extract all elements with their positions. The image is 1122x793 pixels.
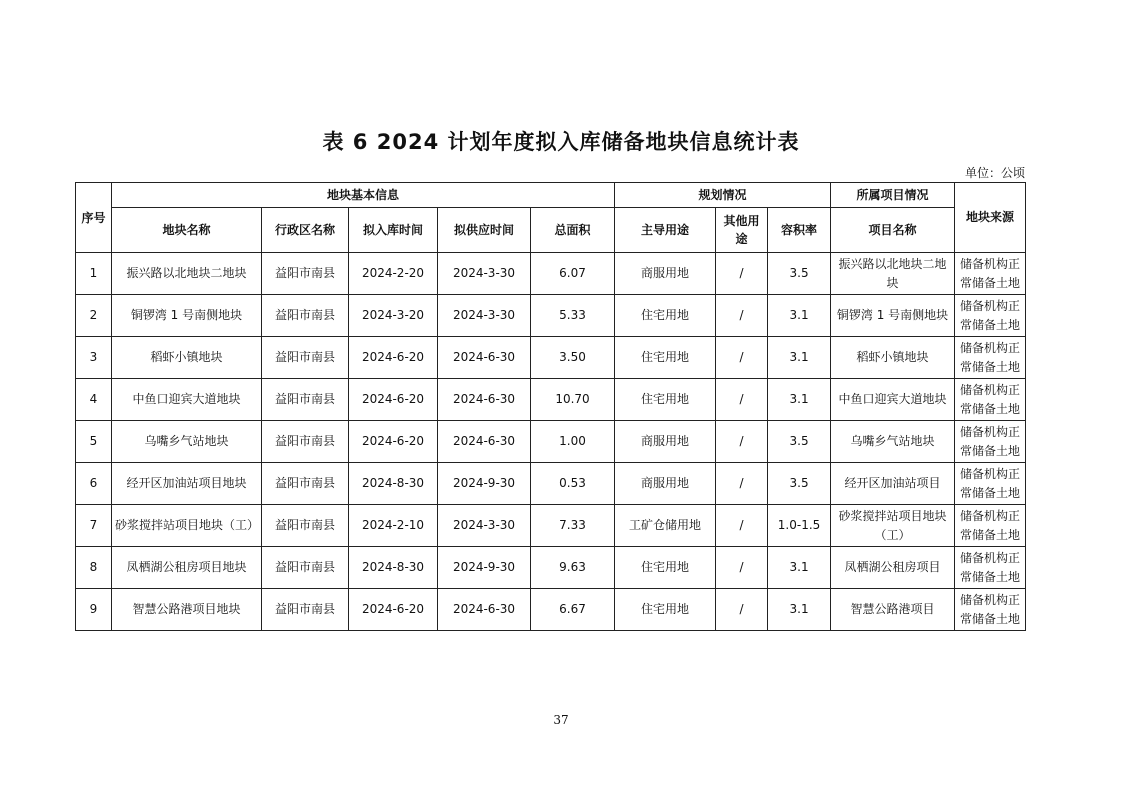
cell-no: 7 (76, 505, 112, 547)
cell-district: 益阳市南县 (262, 505, 349, 547)
page-title: 表 6 2024 计划年度拟入库储备地块信息统计表 (322, 130, 800, 154)
cell-district: 益阳市南县 (262, 253, 349, 295)
header-far: 容积率 (768, 208, 831, 253)
cell-no: 1 (76, 253, 112, 295)
cell-area: 10.70 (531, 379, 615, 421)
cell-project: 智慧公路港项目 (831, 589, 955, 631)
header-name: 地块名称 (112, 208, 262, 253)
cell-main-use: 住宅用地 (615, 589, 716, 631)
cell-supply-time: 2024-3-30 (438, 253, 531, 295)
cell-far: 3.1 (768, 379, 831, 421)
cell-supply-time: 2024-9-30 (438, 463, 531, 505)
land-info-table (75, 182, 1026, 631)
table-row (76, 337, 1026, 379)
cell-other-use: / (716, 547, 768, 589)
cell-source: 储备机构正常储备土地 (955, 253, 1026, 295)
cell-main-use: 住宅用地 (615, 295, 716, 337)
cell-supply-time: 2024-6-30 (438, 337, 531, 379)
cell-name: 经开区加油站项目地块 (112, 463, 262, 505)
table-row (76, 379, 1026, 421)
cell-name: 砂浆搅拌站项目地块（工） (112, 505, 262, 547)
header-in-time: 拟入库时间 (349, 208, 438, 253)
header-basic-info: 地块基本信息 (112, 183, 615, 208)
cell-supply-time: 2024-9-30 (438, 547, 531, 589)
cell-in-time: 2024-8-30 (349, 463, 438, 505)
cell-supply-time: 2024-3-30 (438, 295, 531, 337)
cell-project: 中鱼口迎宾大道地块 (831, 379, 955, 421)
cell-name: 乌嘴乡气站地块 (112, 421, 262, 463)
cell-main-use: 住宅用地 (615, 337, 716, 379)
cell-district: 益阳市南县 (262, 295, 349, 337)
cell-name: 铜锣湾 1 号南侧地块 (112, 295, 262, 337)
table-row (76, 253, 1026, 295)
cell-no: 9 (76, 589, 112, 631)
cell-name: 智慧公路港项目地块 (112, 589, 262, 631)
cell-source: 储备机构正常储备土地 (955, 505, 1026, 547)
cell-in-time: 2024-3-20 (349, 295, 438, 337)
cell-project: 稻虾小镇地块 (831, 337, 955, 379)
cell-other-use: / (716, 463, 768, 505)
cell-no: 2 (76, 295, 112, 337)
cell-project: 凤栖湖公租房项目 (831, 547, 955, 589)
cell-source: 储备机构正常储备土地 (955, 547, 1026, 589)
header-project: 所属项目情况 (831, 183, 955, 208)
page-number: 37 (553, 713, 569, 727)
header-district: 行政区名称 (262, 208, 349, 253)
cell-main-use: 商服用地 (615, 253, 716, 295)
cell-district: 益阳市南县 (262, 337, 349, 379)
cell-district: 益阳市南县 (262, 547, 349, 589)
cell-area: 9.63 (531, 547, 615, 589)
cell-in-time: 2024-6-20 (349, 379, 438, 421)
cell-no: 6 (76, 463, 112, 505)
cell-in-time: 2024-6-20 (349, 589, 438, 631)
cell-source: 储备机构正常储备土地 (955, 379, 1026, 421)
cell-far: 3.5 (768, 463, 831, 505)
cell-far: 1.0-1.5 (768, 505, 831, 547)
header-main-use: 主导用途 (615, 208, 716, 253)
cell-main-use: 工矿仓储用地 (615, 505, 716, 547)
cell-no: 3 (76, 337, 112, 379)
cell-name: 振兴路以北地块二地块 (112, 253, 262, 295)
cell-source: 储备机构正常储备土地 (955, 589, 1026, 631)
header-supply-time: 拟供应时间 (438, 208, 531, 253)
cell-in-time: 2024-8-30 (349, 547, 438, 589)
cell-other-use: / (716, 379, 768, 421)
cell-supply-time: 2024-6-30 (438, 421, 531, 463)
header-seq: 序号 (76, 183, 112, 253)
header-area: 总面积 (531, 208, 615, 253)
cell-other-use: / (716, 337, 768, 379)
cell-project: 砂浆搅拌站项目地块（工） (831, 505, 955, 547)
cell-area: 5.33 (531, 295, 615, 337)
cell-in-time: 2024-2-20 (349, 253, 438, 295)
cell-far: 3.5 (768, 421, 831, 463)
cell-main-use: 商服用地 (615, 463, 716, 505)
cell-supply-time: 2024-6-30 (438, 379, 531, 421)
header-other-use: 其他用途 (716, 208, 768, 253)
table-row (76, 547, 1026, 589)
cell-area: 7.33 (531, 505, 615, 547)
cell-source: 储备机构正常储备土地 (955, 295, 1026, 337)
header-plan: 规划情况 (615, 183, 831, 208)
cell-name: 中鱼口迎宾大道地块 (112, 379, 262, 421)
cell-district: 益阳市南县 (262, 589, 349, 631)
cell-source: 储备机构正常储备土地 (955, 463, 1026, 505)
cell-area: 6.67 (531, 589, 615, 631)
cell-project: 振兴路以北地块二地块 (831, 253, 955, 295)
cell-district: 益阳市南县 (262, 379, 349, 421)
cell-far: 3.5 (768, 253, 831, 295)
table-body (76, 253, 1026, 631)
cell-far: 3.1 (768, 547, 831, 589)
unit-label: 单位：公顷 (964, 166, 1025, 180)
cell-area: 6.07 (531, 253, 615, 295)
cell-in-time: 2024-6-20 (349, 337, 438, 379)
cell-source: 储备机构正常储备土地 (955, 337, 1026, 379)
table-row (76, 421, 1026, 463)
cell-far: 3.1 (768, 589, 831, 631)
cell-area: 1.00 (531, 421, 615, 463)
cell-supply-time: 2024-3-30 (438, 505, 531, 547)
cell-other-use: / (716, 421, 768, 463)
cell-other-use: / (716, 505, 768, 547)
cell-name: 稻虾小镇地块 (112, 337, 262, 379)
table-row (76, 589, 1026, 631)
cell-supply-time: 2024-6-30 (438, 589, 531, 631)
cell-area: 3.50 (531, 337, 615, 379)
cell-in-time: 2024-6-20 (349, 421, 438, 463)
cell-main-use: 住宅用地 (615, 547, 716, 589)
table-row (76, 295, 1026, 337)
cell-far: 3.1 (768, 295, 831, 337)
cell-other-use: / (716, 253, 768, 295)
cell-project: 乌嘴乡气站地块 (831, 421, 955, 463)
cell-source: 储备机构正常储备土地 (955, 421, 1026, 463)
cell-district: 益阳市南县 (262, 421, 349, 463)
cell-far: 3.1 (768, 337, 831, 379)
cell-project: 铜锣湾 1 号南侧地块 (831, 295, 955, 337)
cell-area: 0.53 (531, 463, 615, 505)
cell-main-use: 住宅用地 (615, 379, 716, 421)
table-row (76, 463, 1026, 505)
cell-other-use: / (716, 589, 768, 631)
cell-main-use: 商服用地 (615, 421, 716, 463)
cell-other-use: / (716, 295, 768, 337)
cell-in-time: 2024-2-10 (349, 505, 438, 547)
cell-district: 益阳市南县 (262, 463, 349, 505)
table-row (76, 505, 1026, 547)
cell-no: 4 (76, 379, 112, 421)
cell-no: 8 (76, 547, 112, 589)
header-project-name: 项目名称 (831, 208, 955, 253)
cell-no: 5 (76, 421, 112, 463)
header-source: 地块来源 (955, 183, 1026, 253)
cell-project: 经开区加油站项目 (831, 463, 955, 505)
cell-name: 凤栖湖公租房项目地块 (112, 547, 262, 589)
